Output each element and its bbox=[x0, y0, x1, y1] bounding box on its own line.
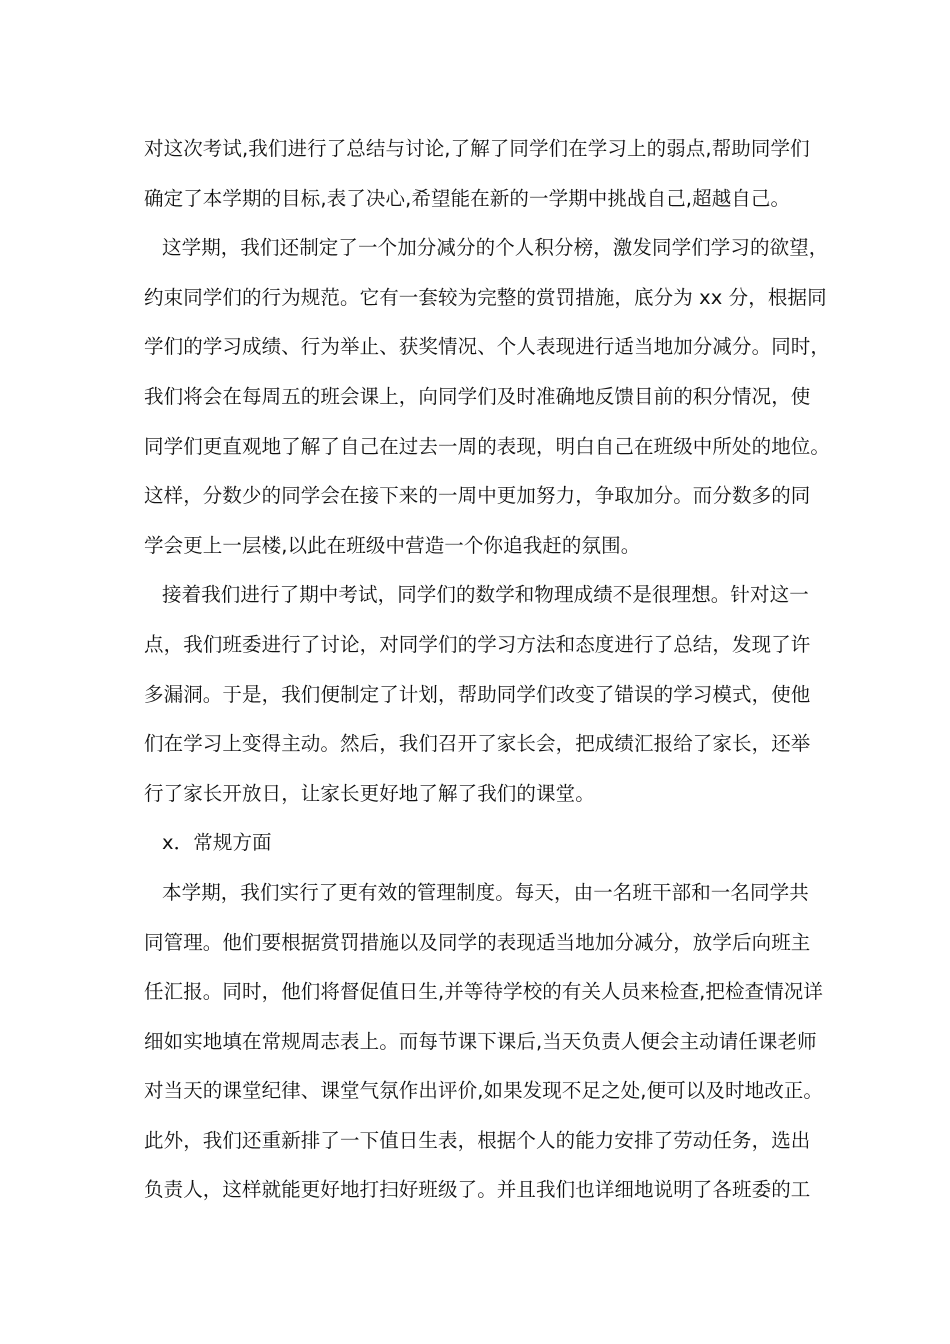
text-line: 细如实地填在常规周志表上。而每节课下课后,当天负责人便会主动请任课老师 bbox=[144, 1029, 817, 1053]
text-line: 同管理。他们要根据赏罚措施以及同学的表现适当地加分减分，放学后向班主 bbox=[144, 930, 811, 954]
text-line: 这样，分数少的同学会在接下来的一周中更加努力，争取加分。而分数多的同 bbox=[144, 484, 811, 508]
text-line: 负责人，这样就能更好地打扫好班级了。并且我们也详细地说明了各班委的工 bbox=[144, 1178, 811, 1202]
text-line: 学们的学习成绩、行为举止、获奖情况、个人表现进行适当地加分减分。同时， bbox=[144, 335, 831, 359]
text-line: 任汇报。同时，他们将督促值日生,并等待学校的有关人员来检查,把检查情况详 bbox=[144, 980, 823, 1004]
text-line: 我们将会在每周五的班会课上，向同学们及时准确地反馈目前的积分情况，使 bbox=[144, 384, 811, 408]
text-line: 此外，我们还重新排了一下值日生表，根据个人的能力安排了劳动任务，选出 bbox=[144, 1128, 811, 1152]
text-line: 对这次考试,我们进行了总结与讨论,了解了同学们在学习上的弱点,帮助同学们 bbox=[144, 137, 810, 160]
document-body bbox=[144, 124, 831, 1215]
text-line: 多漏洞。于是，我们便制定了计划，帮助同学们改变了错误的学习模式，使他 bbox=[144, 682, 811, 706]
text-line: 对当天的课堂纪律、课堂气氛作出评价,如果发现不足之处,便可以及时地改正。 bbox=[144, 1079, 823, 1103]
text-line: 们在学习上变得主动。然后，我们召开了家长会，把成绩汇报给了家长，还举 bbox=[144, 732, 811, 756]
paragraph-start-line: 本学期，我们实行了更有效的管理制度。每天，由一名班干部和一名同学共 bbox=[162, 880, 809, 904]
text-line: 同学们更直观地了解了自己在过去一周的表现，明白自己在班级中所处的地位。 bbox=[144, 434, 831, 458]
text-line: 确定了本学期的目标,表了决心,希望能在新的一学期中挑战自己,超越自己。 bbox=[144, 186, 791, 210]
text-line: 学会更上一层楼,以此在班级中营造一个你追我赶的氛围。 bbox=[144, 533, 641, 557]
paragraph-start-line: 接着我们进行了期中考试，同学们的数学和物理成绩不是很理想。针对这一 bbox=[162, 583, 809, 607]
paragraph-start-line: 这学期，我们还制定了一个加分减分的个人积分榜，激发同学们学习的欲望， bbox=[162, 236, 829, 260]
text-line: 点，我们班委进行了讨论，对同学们的学习方法和态度进行了总结，发现了许 bbox=[144, 632, 811, 656]
text-line: 约束同学们的行为规范。它有一套较为完整的赏罚措施，底分为 xx 分，根据同 bbox=[144, 285, 827, 309]
text-line: 行了家长开放日，让家长更好地了解了我们的课堂。 bbox=[144, 781, 595, 805]
section-heading: x．常规方面 bbox=[162, 831, 272, 855]
